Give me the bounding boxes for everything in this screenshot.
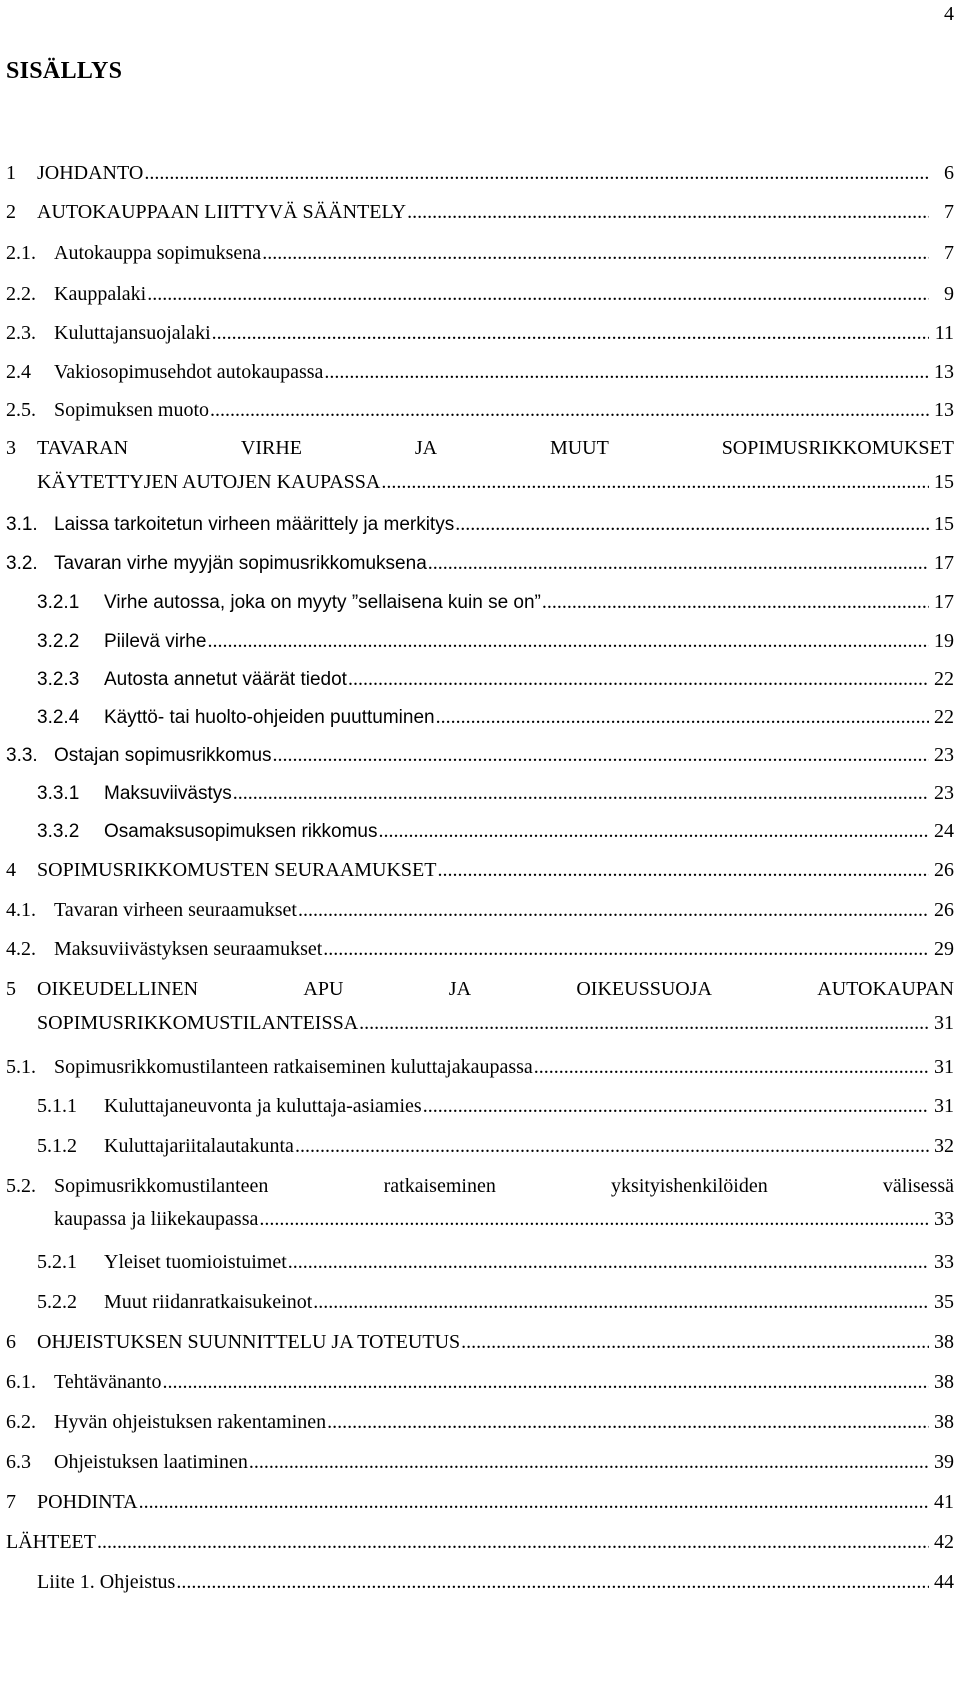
toc-entry-title: AUTOKAUPPAAN LIITTYVÄ SÄÄNTELY xyxy=(37,201,407,223)
toc-entry-title: Sopimusrikkomustilanteen ratkaiseminen kuluttajakaupassa xyxy=(54,1056,533,1078)
leader-dots xyxy=(461,1329,929,1355)
toc-entry-number: 2.2. xyxy=(6,283,36,305)
toc-entry-appendix[interactable] xyxy=(6,1569,954,1595)
toc-entry-page: 31 xyxy=(934,1056,954,1078)
toc-entry[interactable] xyxy=(6,550,954,577)
toc-entry-title: JOHDANTO xyxy=(37,162,144,184)
toc-entry[interactable] xyxy=(6,704,954,731)
toc-entry-page: 31 xyxy=(934,1012,954,1034)
toc-entry[interactable] xyxy=(6,1133,954,1159)
toc-entry-page: 29 xyxy=(934,938,954,960)
toc-entry-page: 17 xyxy=(934,591,954,613)
toc-entry-title: Maksuviivästys xyxy=(104,783,232,804)
toc-entry-title-line1: Sopimusrikkomustilanteen ratkaiseminen yksityishenkilöiden välisessä xyxy=(54,1175,954,1197)
toc-entry[interactable] xyxy=(6,1329,954,1355)
toc-entry-number: 5.2.2 xyxy=(37,1291,77,1313)
toc-entry-title: Piilevä virhe xyxy=(104,631,207,652)
leader-dots xyxy=(259,1206,929,1232)
leader-dots xyxy=(144,160,929,186)
leader-dots xyxy=(210,397,929,423)
toc-entry[interactable] xyxy=(6,936,954,962)
toc-entry-number: 3.2.3 xyxy=(37,669,80,690)
toc-entry-title: OHJEISTUKSEN SUUNNITTELU JA TOTEUTUS xyxy=(37,1331,461,1353)
toc-entry-number: 5.1.2 xyxy=(37,1135,77,1157)
toc-entry-title: Maksuviivästyksen seuraamukset xyxy=(54,938,323,960)
toc-entry-title-line1: TAVARAN VIRHE JA MUUT SOPIMUSRIKKOMUKSET xyxy=(37,437,954,459)
toc-entry-page: 23 xyxy=(934,782,954,804)
leader-dots xyxy=(359,1010,929,1036)
toc-entry[interactable] xyxy=(6,1489,954,1515)
toc-entry-page: 38 xyxy=(934,1331,954,1353)
leader-dots xyxy=(348,666,929,692)
toc-entry[interactable] xyxy=(6,818,954,845)
toc-entry-number: 4 xyxy=(6,859,16,881)
toc-entry-title: Osamaksusopimuksen rikkomus xyxy=(104,821,378,842)
toc-entry[interactable] xyxy=(6,281,954,307)
leader-dots xyxy=(139,1489,929,1515)
toc-entry[interactable] xyxy=(6,780,954,807)
toc-entry-title: Muut riidanratkaisukeinot xyxy=(104,1291,313,1313)
toc-entry-number: 1 xyxy=(6,162,16,184)
leader-dots xyxy=(381,469,929,495)
toc-entry-title: Tavaran virheen seuraamukset xyxy=(54,899,297,921)
toc-entry-page: 19 xyxy=(934,630,954,652)
toc-entry-page: 11 xyxy=(934,322,954,344)
leader-dots xyxy=(327,1409,929,1435)
toc-entry-number: 3.2. xyxy=(6,553,38,574)
toc-entry-number: 6 xyxy=(6,1331,16,1353)
toc-entry-number: 4.1. xyxy=(6,899,36,921)
toc-entry[interactable] xyxy=(6,1093,954,1119)
toc-entry-page: 22 xyxy=(934,706,954,728)
leader-dots xyxy=(233,780,929,806)
toc-entry-number: 3.2.4 xyxy=(37,707,80,728)
toc-entry-number: 3.3.2 xyxy=(37,821,80,842)
toc-entry-page: 9 xyxy=(944,283,954,305)
toc-entry[interactable] xyxy=(6,666,954,693)
toc-entry-number: 2.4 xyxy=(6,361,31,383)
leader-dots xyxy=(423,1093,929,1119)
toc-entry-title: Autosta annetut väärät tiedot xyxy=(104,669,347,690)
toc-entry-title: kaupassa ja liikekaupassa xyxy=(54,1208,259,1230)
toc-entry-title: Hyvän ohjeistuksen rakentaminen xyxy=(54,1411,327,1433)
toc-entry-title-line1: OIKEUDELLINEN APU JA OIKEUSSUOJA AUTOKAUPAN xyxy=(37,978,954,1000)
toc-entry-number: 2 xyxy=(6,201,16,223)
toc-entry-title: Kuluttajansuojalaki xyxy=(54,322,211,344)
leader-dots xyxy=(313,1289,929,1315)
leader-dots xyxy=(207,628,929,654)
toc-entry-page: 33 xyxy=(934,1251,954,1273)
leader-dots xyxy=(438,857,930,883)
toc-entry-number: 3.2.2 xyxy=(37,631,80,652)
toc-entry-number: 6.3 xyxy=(6,1451,31,1473)
toc-entry-page: 15 xyxy=(934,513,954,535)
toc-entry-page: 13 xyxy=(934,399,954,421)
leader-dots xyxy=(298,897,929,923)
toc-entry-references[interactable] xyxy=(6,1529,954,1555)
toc-entry-page: 38 xyxy=(934,1371,954,1393)
toc-entry-number: 3.1. xyxy=(6,514,38,535)
leader-dots xyxy=(295,1133,929,1159)
toc-entry-title: Autokauppa sopimuksena xyxy=(54,242,262,264)
toc-entry-page: 17 xyxy=(934,552,954,574)
toc-entry-title: Sopimuksen muoto xyxy=(54,399,210,421)
toc-entry-title: Ohjeistuksen laatiminen xyxy=(54,1451,248,1473)
toc-entry[interactable] xyxy=(6,857,954,883)
toc-entry-page: 41 xyxy=(934,1491,954,1513)
toc-entry-number: 6.2. xyxy=(6,1411,36,1433)
toc-entry-number: 5.2. xyxy=(6,1175,36,1197)
toc-entry-title: Ostajan sopimusrikkomus xyxy=(54,745,272,766)
toc-entry-page: 24 xyxy=(934,820,954,842)
toc-entry[interactable] xyxy=(6,199,954,225)
toc-entry-page: 35 xyxy=(934,1291,954,1313)
leader-dots xyxy=(97,1529,929,1555)
toc-entry-page: 39 xyxy=(934,1451,954,1473)
leader-dots xyxy=(249,1449,929,1475)
toc-entry[interactable] xyxy=(6,1173,954,1232)
toc-entry[interactable] xyxy=(6,742,954,769)
toc-entry-number: 3.3.1 xyxy=(37,783,80,804)
leader-dots xyxy=(323,936,929,962)
leader-dots xyxy=(262,240,929,266)
toc-entry-title: SOPIMUSRIKKOMUSTILANTEISSA xyxy=(37,1012,359,1034)
toc-entry-page: 15 xyxy=(934,471,954,493)
leader-dots xyxy=(212,320,929,346)
toc-entry[interactable] xyxy=(6,160,954,186)
toc-entry[interactable] xyxy=(6,1289,954,1315)
leader-dots xyxy=(273,742,929,768)
toc-entry[interactable] xyxy=(6,511,954,538)
toc-entry-page: 32 xyxy=(934,1135,954,1157)
toc-entry-title: Käyttö- tai huolto-ohjeiden puuttuminen xyxy=(104,707,435,728)
toc-entry-number: 5 xyxy=(6,978,16,1000)
toc-entry-title: Tehtävänanto xyxy=(54,1371,162,1393)
toc-entry[interactable] xyxy=(6,1449,954,1475)
leader-dots xyxy=(378,818,929,844)
toc-entry-title: Vakiosopimusehdot autokaupassa xyxy=(54,361,324,383)
leader-dots xyxy=(147,281,929,307)
toc-entry[interactable] xyxy=(6,976,954,1036)
toc-entry-title: Kuluttajariitalautakunta xyxy=(104,1135,294,1157)
toc-entry-number: 6.1. xyxy=(6,1371,36,1393)
toc-entry-page: 31 xyxy=(934,1095,954,1117)
toc-entry-number: 5.2.1 xyxy=(37,1251,77,1273)
toc-entry-title: Kauppalaki xyxy=(54,283,147,305)
leader-dots xyxy=(534,1054,929,1080)
toc-entry-number: 7 xyxy=(6,1491,16,1513)
toc-entry-title: SOPIMUSRIKKOMUSTEN SEURAAMUKSET xyxy=(37,859,437,881)
toc-entry-number: 3.3. xyxy=(6,745,38,766)
toc-entry[interactable] xyxy=(6,1054,954,1080)
toc-entry[interactable] xyxy=(6,240,954,266)
toc-entry-title: KÄYTETTYJEN AUTOJEN KAUPASSA xyxy=(37,471,381,493)
toc-entry[interactable] xyxy=(6,1409,954,1435)
toc-entry[interactable] xyxy=(6,897,954,923)
toc-entry-page: 23 xyxy=(934,744,954,766)
toc-entry-number: 2.3. xyxy=(6,322,36,344)
toc-entry-title: Kuluttajaneuvonta ja kuluttaja-asiamies xyxy=(104,1095,422,1117)
leader-dots xyxy=(455,511,929,537)
toc-entry-page: 7 xyxy=(944,242,954,264)
toc-entry-title: Liite 1. Ohjeistus xyxy=(37,1571,176,1593)
toc-entry-title: Tavaran virhe myyjän sopimusrikkomuksena xyxy=(54,553,427,574)
toc-entry-page: 38 xyxy=(934,1411,954,1433)
toc-entry-number: 4.2. xyxy=(6,938,36,960)
page-number: 4 xyxy=(944,3,954,25)
leader-dots xyxy=(436,704,929,730)
toc-entry[interactable] xyxy=(6,628,954,655)
toc-entry[interactable] xyxy=(6,359,954,385)
toc-entry-page: 26 xyxy=(934,899,954,921)
leader-dots xyxy=(428,550,929,576)
leader-dots xyxy=(324,359,929,385)
toc-entry-page: 22 xyxy=(934,668,954,690)
toc-entry-page: 42 xyxy=(934,1531,954,1553)
leader-dots xyxy=(176,1569,929,1595)
toc-entry-title: Yleiset tuomioistuimet xyxy=(104,1251,287,1273)
toc-entry-page: 33 xyxy=(934,1208,954,1230)
toc-entry-page: 7 xyxy=(944,201,954,223)
toc-entry-page: 6 xyxy=(944,162,954,184)
toc-entry[interactable] xyxy=(6,589,954,616)
toc-entry-page: 26 xyxy=(934,859,954,881)
toc-entry-title: Virhe autossa, joka on myyty ”sellaisena kuin se on” xyxy=(104,592,541,613)
leader-dots xyxy=(288,1249,929,1275)
toc-entry[interactable] xyxy=(6,397,954,423)
leader-dots xyxy=(542,589,929,615)
toc-entry-number: 3 xyxy=(6,437,16,459)
toc-entry-number: 5.1. xyxy=(6,1056,36,1078)
leader-dots xyxy=(162,1369,929,1395)
toc-entry[interactable] xyxy=(6,1369,954,1395)
leader-dots xyxy=(407,199,929,225)
toc-entry-title: LÄHTEET xyxy=(6,1531,96,1553)
toc-entry[interactable] xyxy=(6,435,954,495)
page-title: SISÄLLYS xyxy=(6,58,123,84)
toc-entry-number: 2.5. xyxy=(6,399,36,421)
toc-entry-page: 13 xyxy=(934,361,954,383)
toc-entry-number: 3.2.1 xyxy=(37,592,80,613)
toc-entry-title: POHDINTA xyxy=(37,1491,138,1513)
toc-entry-number: 2.1. xyxy=(6,242,36,264)
toc-entry-title: Laissa tarkoitetun virheen määrittely ja merkitys xyxy=(54,514,455,535)
toc-entry[interactable] xyxy=(6,1249,954,1275)
toc-entry-page: 44 xyxy=(934,1571,954,1593)
toc-entry-number: 5.1.1 xyxy=(37,1095,77,1117)
toc-entry[interactable] xyxy=(6,320,954,346)
